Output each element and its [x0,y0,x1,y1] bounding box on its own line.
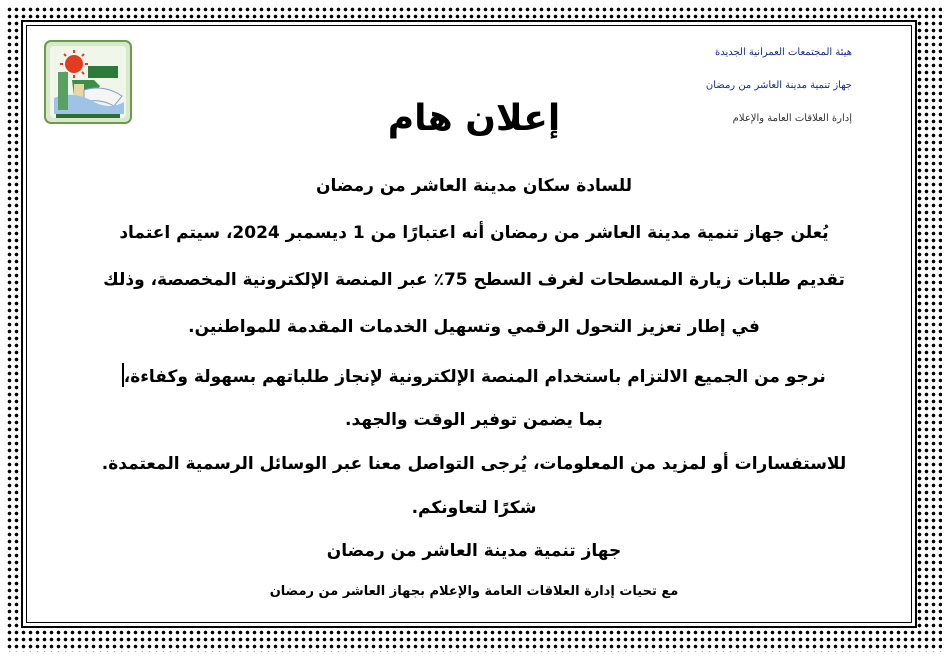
paragraph3-line1: للاستفسارات أو لمزيد من المعلومات، يُرجى التواصل معنا عبر الوسائل الرسمية المعتمدة. [101,454,847,474]
agency-name: هيئة المجتمعات العمرانية الجديدة [714,47,852,58]
paragraph2-line2: بما يضمن توفير الوقت والجهد. [345,410,603,430]
pr-department-name: إدارة العلاقات العامة والإعلام [732,113,852,124]
city-authority-name: جهاز تنمية مدينة العاشر من رمضان [705,80,852,91]
addressee-line: للسادة سكان مدينة العاشر من رمضان [315,176,633,196]
announcement-title: إعلان هام [387,98,561,139]
paragraph1-line3: في إطار تعزيز التحول الرقمي وتسهيل الخدمات المقدمة للمواطنين. [188,317,760,337]
paragraph1-line2: تقديم طلبات زيارة المسطحات لغرف السطح 75٪ عبر المنصة الإلكترونية المخصصة، وذلك [103,270,845,290]
thanks-line: شكرًا لتعاونكم. [411,498,537,518]
signature-line: جهاز تنمية مدينة العاشر من رمضان [326,541,622,561]
paragraph2-line1 [0,363,948,387]
paragraph2-line1-text: نرجو من الجميع الالتزام باستخدام المنصة الإلكترونية لإنجاز طلباتهم بسهولة وكفاءة، [123,367,826,387]
paragraph1-line1: يُعلن جهاز تنمية مدينة العاشر من رمضان أنه اعتبارًا من 1 ديسمبر 2024، سيتم اعتماد [119,223,829,243]
footer-greeting: مع تحيات إدارة العلاقات العامة والإعلام بجهاز العاشر من رمضان [269,584,679,599]
